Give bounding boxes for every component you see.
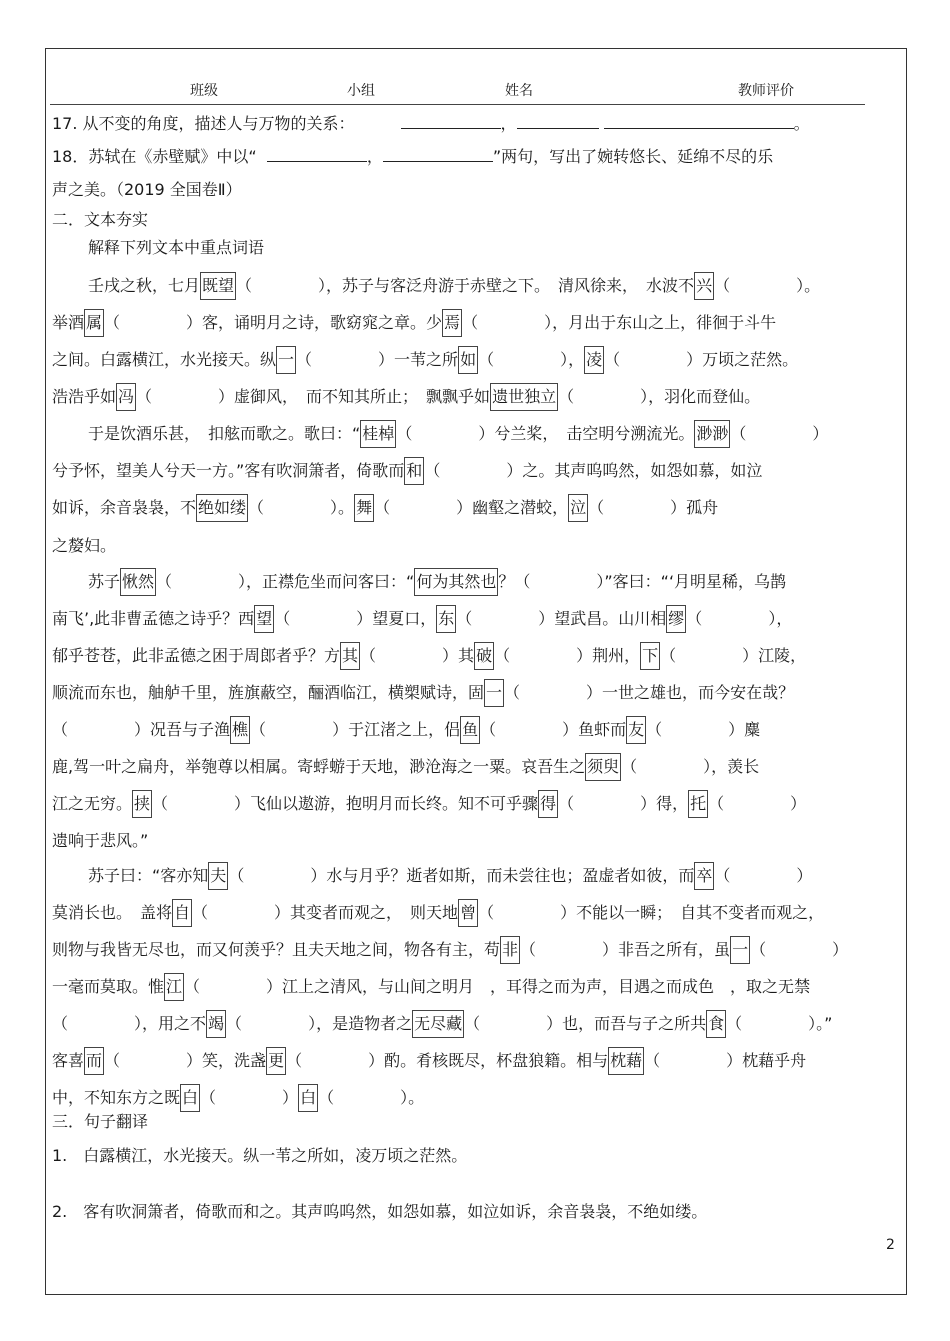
- passage-text: ）况吾与子渔: [134, 720, 231, 739]
- keyword-box: 冯: [116, 383, 136, 411]
- keyword-box: 一: [730, 936, 750, 964]
- paren-open: （: [274, 609, 291, 628]
- passage-text: ）。: [796, 276, 821, 295]
- passage-text: ）: [790, 794, 807, 813]
- keyword-box: 枕藉: [608, 1047, 644, 1075]
- teacher-eval-label: 教师评价: [738, 83, 794, 99]
- keyword-box: 下: [640, 642, 660, 670]
- passage-line: [52, 1051, 806, 1071]
- paren-open: （: [480, 720, 497, 739]
- keyword-box: 其: [340, 642, 360, 670]
- passage-text: 之嫠妇。: [52, 536, 117, 555]
- paren-open: （: [494, 646, 511, 665]
- keyword-box: 托: [688, 790, 708, 818]
- passage-text: ），: [560, 350, 585, 369]
- passage-text: ）兮兰桨， 击空明兮溯流光。: [478, 424, 695, 443]
- keyword-box: 夫: [208, 862, 228, 890]
- paren-open: （: [462, 313, 479, 332]
- passage-text: ），羽化而登仙。: [640, 387, 761, 406]
- keyword-box: 遗世独立: [490, 383, 558, 411]
- keyword-box: 愀然: [120, 568, 156, 596]
- passage-line: [52, 350, 798, 370]
- passage-text: ）得，: [640, 794, 689, 813]
- passage-line: [88, 424, 828, 444]
- section-3-title: 三．句子翻译: [52, 1112, 149, 1131]
- keyword-box: 破: [474, 642, 494, 670]
- section-2-instruction: 解释下列文本中重点词语: [88, 238, 265, 257]
- passage-line: [52, 903, 824, 923]
- keyword-box: 樵: [230, 716, 250, 744]
- keyword-box: 凌: [584, 346, 604, 374]
- paren-open: （: [192, 903, 209, 922]
- paren-open: （: [478, 903, 495, 922]
- passage-text: ）其: [442, 646, 475, 665]
- keyword-box: 非: [500, 936, 520, 964]
- passage-text: ），用之不: [134, 1014, 207, 1033]
- answer-blank[interactable]: [401, 114, 501, 129]
- name-label: 姓名: [505, 83, 533, 99]
- passage-text: 苏子: [88, 572, 121, 591]
- keyword-box: 鱼: [460, 716, 480, 744]
- passage-text: ）: [796, 866, 813, 885]
- group-label: 小组: [347, 83, 375, 99]
- paren-open: （: [156, 572, 173, 591]
- paren-open: （: [660, 646, 677, 665]
- paren-open: （: [520, 940, 537, 959]
- passage-text: 郁乎苍苍，此非孟德之困于周郎者乎？方: [52, 646, 341, 665]
- passage-text: ）水与月乎？逝者如斯，而未尝往也；盈虚者如彼，而: [310, 866, 695, 885]
- paren-open: （: [714, 276, 731, 295]
- keyword-box: 渺渺: [694, 420, 730, 448]
- keyword-box: 更: [266, 1047, 286, 1075]
- paren-open: （: [478, 350, 495, 369]
- passage-text: 禁: [794, 977, 811, 996]
- paren-open: （: [136, 387, 153, 406]
- passage-text: ）: [282, 1088, 299, 1107]
- passage-text: ），羡长: [703, 757, 760, 776]
- passage-text: ），: [768, 609, 793, 628]
- passage-text: ）一世之雄也，: [586, 683, 699, 702]
- paren-open: （: [730, 424, 747, 443]
- passage-text: 客喜: [52, 1051, 85, 1070]
- passage-text: 于是饮酒乐甚， 扣舷而歌之。歌曰：“: [88, 424, 361, 443]
- passage-line: [52, 757, 759, 777]
- passage-text: ）幽壑之潜蛟，: [456, 498, 569, 517]
- paren-open: （: [52, 1014, 69, 1033]
- keyword-box: 属: [84, 309, 104, 337]
- paren-open: （: [558, 387, 575, 406]
- answer-blank[interactable]: [267, 147, 367, 162]
- passage-text: ）: [832, 940, 849, 959]
- paren-open: （: [750, 940, 767, 959]
- passage-text: 南飞’,此非曹孟德之诗乎？西: [52, 609, 255, 628]
- passage-text: ）不能以一瞬； 自其不变者而观之，: [560, 903, 825, 922]
- paren-open: （: [104, 313, 121, 332]
- keyword-box: 舞: [354, 494, 374, 522]
- passage-text: 江之无穷。: [52, 794, 133, 813]
- keyword-box: 挟: [132, 790, 152, 818]
- paren-open: （: [200, 1088, 217, 1107]
- passage-text: ）鱼虾而: [562, 720, 627, 739]
- passage-line: [52, 1088, 424, 1108]
- keyword-box: 须臾: [585, 753, 621, 781]
- section-2-title: 二．文本夯实: [52, 210, 149, 229]
- paren-open: （: [104, 1051, 121, 1070]
- passage-text: 而今安在哉: [698, 683, 779, 702]
- paren-open: （: [318, 1088, 335, 1107]
- keyword-box: 卒: [694, 862, 714, 890]
- keyword-box: 友: [626, 716, 646, 744]
- passage-text: 则物与我皆无尽也，而又何羡乎？且夫天地之间，物各有主，苟: [52, 940, 501, 959]
- keyword-box: 绝如缕: [196, 494, 248, 522]
- keyword-box: 何为其然也: [414, 568, 498, 596]
- paren-open: （: [456, 609, 473, 628]
- keyword-box: 既望: [200, 272, 236, 300]
- paren-open: （: [184, 977, 201, 996]
- passage-line: [88, 866, 812, 886]
- keyword-box: 江: [164, 973, 184, 1001]
- passage-text: ）于江渚之上，侣: [332, 720, 461, 739]
- passage-text: ）酌。肴核既尽，杯盘狼籍。相与: [368, 1051, 609, 1070]
- passage-text: ），正襟危坐而问客曰：“: [238, 572, 415, 591]
- passage-line: [52, 498, 718, 518]
- translation-2: 2. 客有吹洞箫者，倚歌而和之。其声呜呜然，如怨如慕，如泣如诉，余音袅袅，不绝如缕。: [52, 1202, 708, 1221]
- passage-line: [52, 977, 810, 997]
- passage-line: [52, 940, 848, 960]
- paren-open: （: [644, 1051, 661, 1070]
- keyword-box: 焉: [442, 309, 462, 337]
- passage-line: [52, 720, 760, 740]
- passage-text: ）飞仙以遨游，抱明月而长终。知不可乎骤: [234, 794, 539, 813]
- keyword-box: 泣: [568, 494, 588, 522]
- paren-open: （: [248, 498, 265, 517]
- paren-open: （: [396, 424, 413, 443]
- class-label: 班级: [190, 83, 218, 99]
- paren-open: （: [424, 461, 441, 480]
- question-18: 18．苏轼在《赤壁赋》中以“ ， ”两句，写出了婉转悠长、延绵不尽的乐: [52, 147, 774, 166]
- passage-line: [52, 831, 148, 851]
- keyword-box: 如: [458, 346, 478, 374]
- keyword-box: 东: [436, 605, 456, 633]
- passage-text: ）孤舟: [670, 498, 719, 517]
- passage-text: 苏子曰：“客亦知: [88, 866, 209, 885]
- keyword-box: 一: [484, 679, 504, 707]
- answer-blank[interactable]: [604, 114, 794, 129]
- keyword-box: 得: [538, 790, 558, 818]
- keyword-box: 而: [84, 1047, 104, 1075]
- keyword-box: 桂棹: [360, 420, 396, 448]
- paren-open: （: [558, 794, 575, 813]
- passage-text: 兮予怀，望美人兮天一方。”客有吹洞箫者，倚歌而: [52, 461, 405, 480]
- paren-open: （: [52, 720, 69, 739]
- paren-open: （: [646, 720, 663, 739]
- passage-text: 遗响于悲风。”: [52, 831, 149, 850]
- passage-text: ）。: [400, 1088, 425, 1107]
- passage-text: ）万顷之茫然。: [686, 350, 799, 369]
- passage-text: 之间。白露横江，水光接天。纵: [52, 350, 277, 369]
- passage-text: ？: [778, 683, 795, 702]
- passage-text: ）望武昌。山川相: [538, 609, 667, 628]
- keyword-box: 一: [276, 346, 296, 374]
- paren-open: （: [588, 498, 605, 517]
- passage-text: 顺流而东也，舳舻千里，旌旗蔽空，酾酒临江，横槊赋诗，固: [52, 683, 485, 702]
- paren-open: （: [226, 1014, 243, 1033]
- paren-open: （: [360, 646, 377, 665]
- passage-text: ）枕藉乎舟: [726, 1051, 807, 1070]
- passage-text: ）江上之清风，与山间之明月 ，耳得之而为声，目遇之而成色 ，取之无: [266, 977, 795, 996]
- passage-text: ）”客曰：“‘月明星稀，乌鹊: [596, 572, 787, 591]
- paren-open: （: [504, 683, 521, 702]
- passage-text: ）荆州，: [576, 646, 641, 665]
- passage-text: 如诉，余音袅袅，不: [52, 498, 197, 517]
- passage-text: ）。: [330, 498, 355, 517]
- passage-text: ）: [812, 424, 829, 443]
- paren-open: ？（: [498, 572, 531, 591]
- passage-line: [52, 387, 760, 407]
- keyword-box: 兴: [694, 272, 714, 300]
- question-18-cont: 声之美。（2019 全国卷Ⅱ）: [52, 180, 242, 199]
- passage-text: ）一苇之所: [378, 350, 459, 369]
- passage-text: ）之。其声呜呜然，如怨如慕，如泣: [506, 461, 763, 480]
- paren-open: （: [686, 609, 703, 628]
- keyword-box: 竭: [206, 1010, 226, 1038]
- passage-line: [88, 572, 786, 592]
- passage-text: 壬戌之秋，七月: [88, 276, 201, 295]
- keyword-box: 缪: [666, 605, 686, 633]
- paren-open: （: [236, 276, 253, 295]
- passage-text: ）虚御风， 而不知其所止； 飘飘乎如: [218, 387, 491, 406]
- passage-text: ），苏子与客泛舟游于赤壁之下。 清风徐来， 水波不: [318, 276, 695, 295]
- keyword-box: 白: [180, 1084, 200, 1112]
- keyword-box: 和: [404, 457, 424, 485]
- header-divider: [50, 104, 865, 105]
- page-number: 2: [886, 1237, 895, 1253]
- translation-1: 1. 白露横江，水光接天。纵一苇之所如，凌万顷之茫然。: [52, 1146, 468, 1165]
- passage-line: [52, 313, 776, 333]
- passage-text: ）其变者而观之， 则天地: [274, 903, 459, 922]
- passage-line: [52, 1014, 832, 1034]
- passage-text: 浩浩乎如: [52, 387, 117, 406]
- passage-line: [52, 609, 792, 629]
- paren-open: （: [228, 866, 245, 885]
- passage-text: ）非吾之所有，虽: [602, 940, 731, 959]
- keyword-box: 自: [172, 899, 192, 927]
- passage-text: 鹿,驾一叶之扁舟，举匏尊以相属。寄蜉蝣于天地，渺沧海之一粟。哀吾生之: [52, 757, 586, 776]
- passage-line: [52, 461, 762, 481]
- answer-blank[interactable]: [383, 147, 493, 162]
- passage-text: 举酒: [52, 313, 85, 332]
- passage-text: 一毫而莫取。惟: [52, 977, 165, 996]
- keyword-box: 曾: [458, 899, 478, 927]
- paren-open: （: [374, 498, 391, 517]
- paren-open: （: [286, 1051, 303, 1070]
- passage-line: [88, 276, 820, 296]
- passage-text: ）也，而吾与子之所共: [546, 1014, 707, 1033]
- passage-text: ）望夏口，: [356, 609, 437, 628]
- paren-open: （: [726, 1014, 743, 1033]
- answer-blank[interactable]: [517, 114, 599, 129]
- paren-open: （: [714, 866, 731, 885]
- passage-text: 中，不知东方之既: [52, 1088, 181, 1107]
- passage-line: [52, 794, 806, 814]
- paren-open: （: [621, 757, 638, 776]
- keyword-box: 望: [254, 605, 274, 633]
- passage-text: ）客，诵明月之诗，歌窈窕之章。少: [186, 313, 443, 332]
- paren-open: （: [604, 350, 621, 369]
- passage-text: ）麋: [728, 720, 761, 739]
- paren-open: （: [708, 794, 725, 813]
- paren-open: （: [296, 350, 313, 369]
- keyword-box: 食: [706, 1010, 726, 1038]
- keyword-box: 无尽藏: [412, 1010, 464, 1038]
- passage-text: ）。”: [808, 1014, 833, 1033]
- paren-open: （: [152, 794, 169, 813]
- paren-open: （: [250, 720, 267, 739]
- passage-text: 莫消长也。 盖将: [52, 903, 173, 922]
- passage-text: ）笑，洗盏: [186, 1051, 267, 1070]
- passage-line: [52, 646, 806, 666]
- passage-text: ）江陵，: [742, 646, 807, 665]
- keyword-box: 白: [298, 1084, 318, 1112]
- passage-line: [52, 536, 116, 556]
- passage-text: ），是造物者之: [308, 1014, 413, 1033]
- question-17: 17. 从不变的角度，描述人与万物的关系： ， 。: [52, 114, 810, 133]
- paren-open: （: [464, 1014, 481, 1033]
- passage-line: [52, 683, 794, 703]
- passage-text: ），月出于东山之上，徘徊于斗牛: [544, 313, 777, 332]
